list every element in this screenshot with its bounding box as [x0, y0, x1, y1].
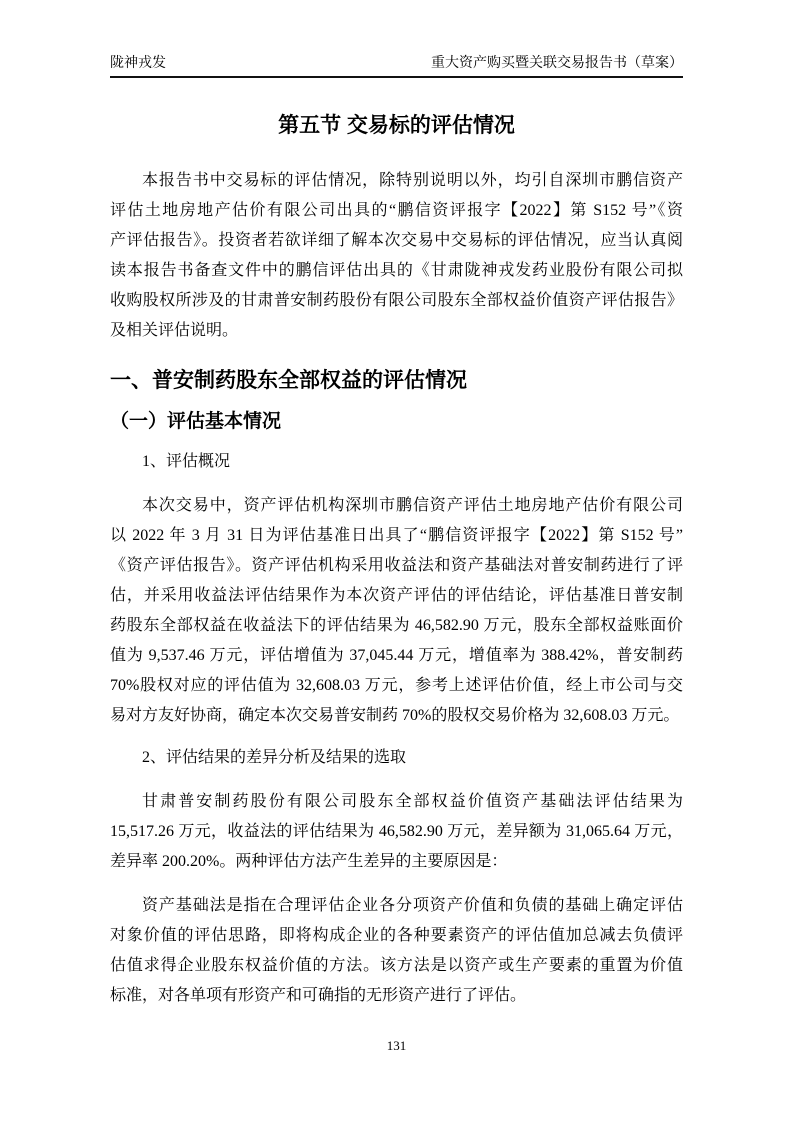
paragraph-line: 易对方友好协商，确定本次交易普安制药 70%的股权交易价格为 32,608.03 万元。	[110, 707, 680, 724]
document-body	[110, 166, 683, 1011]
paragraph	[110, 491, 683, 731]
heading-level-1: 一、普安制药股东全部权益的评估情况	[110, 369, 467, 392]
paragraph-line: 值为 9,537.46 万元，评估增值为 37,045.44 万元，增值率为 388.42%，普安制药	[110, 647, 683, 664]
paragraph-line: 评估土地房地产估价有限公司出具的“鹏信资评报字【2022】第 S152 号”《资	[110, 202, 683, 219]
paragraph-line: 产评估报告》。投资者若欲详细了解本次交易中交易标的评估情况，应当认真阅	[110, 232, 683, 249]
paragraph	[110, 166, 683, 346]
page-number: 131	[386, 1038, 407, 1053]
paragraph-line: 对象价值的评估思路，即将构成企业的各种要素资产的评估值加总减去负债评	[110, 927, 683, 944]
paragraph	[110, 787, 683, 877]
page-footer	[0, 1038, 793, 1054]
header-left-text: 陇神戎发	[110, 56, 166, 71]
paragraph-line: 收购股权所涉及的甘肃普安制药股份有限公司股东全部权益价值资产评估报告》	[110, 292, 683, 309]
paragraph-line: 15,517.26 万元，收益法的评估结果为 46,582.90 万元，差异额为 31,065.64 万元，	[110, 823, 683, 840]
paragraph-line: 读本报告书备查文件中的鹏信评估出具的《甘肃陇神戎发药业股份有限公司拟	[110, 262, 683, 279]
paragraph-line: 以 2022 年 3 月 31 日为评估基准日出具了“鹏信资评报字【2022】第 S152 号”	[110, 527, 683, 544]
paragraph-line: 资产基础法是指在合理评估企业各分项资产价值和负债的基础上确定评估	[142, 897, 683, 914]
paragraph-line: 甘肃普安制药股份有限公司股东全部权益价值资产基础法评估结果为	[142, 793, 683, 810]
paragraph-line: 药股东全部权益在收益法下的评估结果为 46,582.90 万元，股东全部权益账面价	[110, 617, 683, 634]
numbered-subheading: 2、评估结果的差异分析及结果的选取	[142, 749, 407, 766]
paragraph-line: 《资产评估报告》。资产评估机构采用收益法和资产基础法对普安制药进行了评	[110, 557, 683, 574]
paragraph-line: 标准，对各单项有形资产和可确指的无形资产进行了评估。	[110, 987, 527, 1004]
paragraph-line: 本报告书中交易标的评估情况，除特别说明以外，均引自深圳市鹏信资产	[142, 172, 683, 189]
paragraph	[110, 891, 683, 1011]
section-title: 第五节 交易标的评估情况	[278, 114, 515, 137]
paragraph-line: 差异率 200.20%。两种评估方法产生差异的主要原因是：	[110, 853, 508, 870]
numbered-subheading: 1、评估概况	[142, 453, 231, 470]
page-header	[110, 55, 683, 78]
paragraph-line: 70%股权对应的评估值为 32,608.03 万元，参考上述评估价值，经上市公司与交	[110, 677, 683, 694]
paragraph-line: 及相关评估说明。	[110, 322, 239, 339]
header-right-text: 重大资产购买暨关联交易报告书（草案）	[431, 56, 683, 71]
paragraph-line: 本次交易中，资产评估机构深圳市鹏信资产评估土地房地产估价有限公司	[142, 497, 683, 514]
heading-level-2: （一）评估基本情况	[110, 411, 282, 432]
paragraph-line: 估，并采用收益法评估结果作为本次资产评估的评估结论，评估基准日普安制	[110, 587, 683, 604]
paragraph-line: 估值求得企业股东权益价值的方法。该方法是以资产或生产要素的重置为价值	[110, 957, 683, 974]
